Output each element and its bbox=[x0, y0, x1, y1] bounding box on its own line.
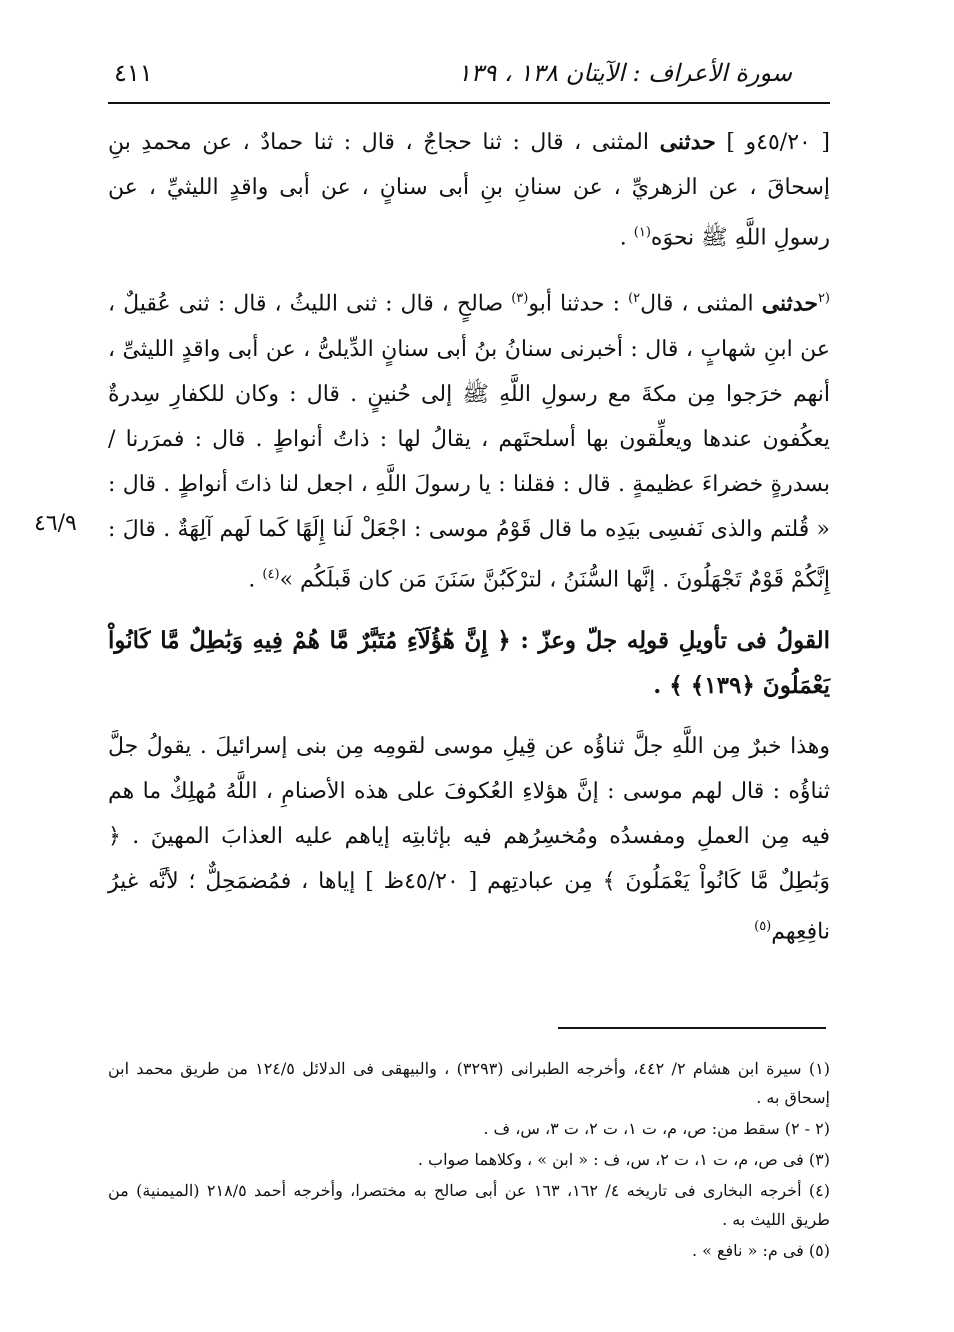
paragraph-text: المثنى ، قال bbox=[640, 291, 754, 317]
footnote-marker: ٢) bbox=[628, 291, 641, 307]
manuscript-ref: [ ٤٥/٢٠ظ ] bbox=[365, 868, 478, 894]
footnote-marker: (٥) bbox=[754, 918, 772, 934]
paragraph-text: صالحٍ ، قال : ثنى الليثُ ، قال : ثنى عُقيلٌ ، عن ابنِ شهابٍ ، قال : أخبرنى سنانُ بنُ أبى سنانٍ الدِّيلىُّ ، عن أبى واقدٍ الليثىِّ ، أنهم خرَجوا مِن مكةَ مع رسولِ اللَّهِ ﷺ إلى حُنينٍ . قال : وكان للكفارِ سِدرةٌ يعكُفون عندها ويعلِّقون بها أسلحتَهم ، يقالُ لها : ذاتُ أنواطٍ . قال : فمرَرنا / بسدرةٍ خضراءَ عظيمةٍ . قال : فقلنا : يا رسولَ اللَّهِ ، اجعل لنا ذاتَ أنواطٍ . قال : « قُلتم والذى نَفسِى بيَدِه ما قال قَوْمُ موسى : اجْعَلْ لَنا إِلَهًا كَما لَهم آلِهَةٌ . قالَ : إِنَّكُمْ قَوْمٌ تَجْهَلُونَ . إنَّها السُّنَنُ ، لترْكَبُنَّ سَنَنَ مَن كان قَبلَكُم » bbox=[108, 291, 830, 592]
section-heading bbox=[108, 618, 830, 708]
paragraph-lead: حدثنى bbox=[761, 290, 818, 317]
footnote-marker: (٢ bbox=[817, 291, 830, 307]
paragraph-text: إياها ، فمُضمَحِلٌّ ؛ لأنَّه غيرُ نافِعِهم bbox=[108, 868, 830, 945]
paragraph-4 bbox=[108, 724, 830, 954]
paragraph-1 bbox=[108, 120, 830, 260]
footnote-5: (٥) فى م: « نافع » . bbox=[691, 1241, 830, 1260]
paragraph-end: . bbox=[619, 225, 627, 251]
quran-verse: ﴿ إِنَّ هَٰٓؤُلَآءِ مُتَبَّرٌ مَّا هُمْ فِيهِ وَبَٰطِلٌ مَّا كَانُواْ يَعْمَلُونَ ﴿١٣٩﴾ ﴾ bbox=[108, 626, 830, 699]
manuscript-ref: [ ٤٥/٢٠و ] bbox=[726, 130, 830, 155]
footnote-marker: (١) bbox=[633, 225, 651, 240]
paragraph-2 bbox=[108, 276, 830, 602]
paragraph-text: : حدثنا أبو bbox=[528, 291, 621, 317]
paragraph-end: . bbox=[653, 671, 662, 699]
footnotes bbox=[108, 1054, 830, 1267]
page-number: ٤١١ bbox=[114, 59, 153, 87]
running-title: سورة الأعراف : الآيتان ١٣٨ ، ١٣٩ bbox=[457, 59, 792, 87]
margin-reference: ٤٦/٩ bbox=[34, 511, 77, 536]
footnote-2: (٢ - ٢) سقط من: ص، م، ت ١، ت ٢، ت ٣، س، ف . bbox=[483, 1119, 830, 1138]
paragraph-lead: حدثنى bbox=[659, 129, 716, 155]
footnote-1: (١) سيرة ابن هشام ٢/ ٤٤٢، وأخرجه الطبرانى (٣٢٩٣) ، والبيهقى فى الدلائل ١٢٤/٥ من طريق محمد ابن إسحاق به . bbox=[108, 1059, 831, 1107]
heading-text: القولُ فى تأويلِ قولِه جلّ وعزّ : bbox=[520, 626, 830, 654]
running-header bbox=[108, 55, 828, 99]
header-rule bbox=[108, 102, 830, 104]
footnote-marker: (٣) bbox=[511, 291, 529, 307]
main-text bbox=[108, 120, 830, 968]
paragraph-text: وهذا خبرٌ مِن اللَّهِ جلَّ ثناؤُه عن قِيلِ موسى لقومِه مِن بنى إسرائيلَ . يقولُ جلَّ ثناؤُه : قال لهم موسى : إنَّ هؤلاءِ العُكوفَ على هذه الأصنامِ ، اللَّهُ مُهلِكٌ ما هم فيه مِن العملِ ومفسدُه ومُخسِرُهم فيه بإثابتِه إياهم عليه العذابَ المهينَ . ﴿ وَبَٰطِلٌ مَّا كَانُواْ يَعْمَلُونَ ﴾ مِن عبادتِهم bbox=[108, 733, 831, 894]
footnote-rule bbox=[558, 1027, 826, 1029]
footnote-4: (٤) أخرجه البخارى فى تاريخه ٤/ ١٦٢، ١٦٣ عن أبى صالح به مختصرا، وأخرجه أحمد ٢١٨/٥ (الميمنية) من طريق الليث به . bbox=[108, 1181, 830, 1229]
footnote-marker: (٤) bbox=[262, 566, 280, 582]
paragraph-text: المثنى ، قال : ثنا حجاجٌ ، قال : ثنا حمادٌ ، عن محمدِ بنِ إسحاقَ ، عن الزهريِّ ، عن سنانِ بنِ أبى سنانٍ ، عن أبى واقدٍ الليثيِّ ، عن رسولِ اللَّهِ ﷺ نحوَه bbox=[108, 130, 830, 251]
paragraph-end: . bbox=[248, 566, 256, 592]
footnote-3: (٣) فى ص، م، ت ١، ت ٢، س، ف : « ابن » ، وكلاهما صواب . bbox=[417, 1150, 830, 1169]
